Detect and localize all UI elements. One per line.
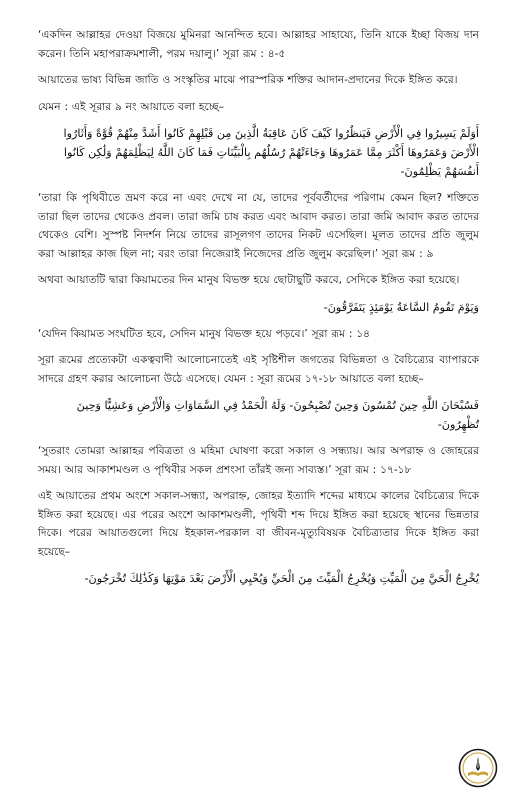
paragraph-translation-17-18: ‘সুতরাং তোমরা আল্লাহর পবিত্রতা ও মহিমা ঘোষণা করো সকাল ও সন্ধ্যায়। আর অপরাহ্ন ও জোহরের সময়। আর আকাশমণ্ডল ও পৃথিবীর সকল প্রশংসা তাঁরই জন্য সাব্যস্ত।’ সূরা রূম : ১৭-১৮ [38, 445, 479, 476]
paragraph-translation-14: ‘যেদিন কিয়ামত সংঘটিত হবে, সেদিন মানুষ বিভক্ত হয়ে পড়বে।’ সূরা রূম : ১৪ [38, 327, 371, 340]
paragraph-intro-verse-9: যেমন : এই সূরার ৯ নং আয়াতে বলা হচ্ছে– [38, 100, 225, 113]
arabic-verse-19: يُخْرِجُ الْحَيَّ مِنَ الْمَيِّتِ وَيُخْرِجُ الْمَيِّتَ مِنَ الْحَيِّ وَيُحْيِي الْأَرْضَ بَعْدَ مَوْتِهَا وَكَذَٰلِكَ تُخْرَجُونَ- [84, 572, 479, 585]
paragraph-translation-9: ‘তারা কি পৃথিবীতে ভ্রমণ করে না এবং দেখে না যে, তাদের পূর্ববর্তীদের পরিণাম কেমন ছিল? শক্তিতে তারা ছিল তাদের থেকেও প্রবল। তারা জমি চাষ করত এবং আবাদ করত। তারা জমি আবাদ করত তাদের থেকেও বেশি। সুস্পষ্ট নিদর্শন নিয়ে তাদের রাসূলগণ তাদের নিকট এসেছিল। মূলত তাদের প্রতি জুলুম করা আল্লাহর কাজ ছিল না; বরং তারা নিজেরাই নিজেদের প্রতি জুলুম করেছিল।’ সূরা রূম : ৯ [38, 192, 479, 260]
paragraph-qiyamah-note: অথবা আয়াতটি দ্বারা কিয়ামতের দিন মানুষ বিভক্ত হয়ে ছোটাছুটি করবে, সেদিকে ইঙ্গিত করা হয়েছে। [38, 274, 460, 286]
arabic-verse-9: أَوَلَمْ يَسِيرُوا فِي الْأَرْضِ فَيَنظُرُوا كَيْفَ كَانَ عَاقِبَةُ الَّذِينَ مِن قَبْلِهِمْ كَانُوا أَشَدَّ مِنْهُمْ قُوَّةً وَأَثَارُوا الْأَرْضَ وَعَمَرُوهَا أَكْثَرَ مِمَّا عَمَرُوهَا وَجَاءَتْهُمْ رُسُلُهُم بِالْبَيِّنَاتِ فَمَا كَانَ اللَّهُ لِيَظْلِمَهُمْ وَلَٰكِن كَانُوا أَنفُسَهُمْ يَظْلِمُونَ- [63, 127, 479, 178]
arabic-verse-17-18: فَسُبْحَانَ اللَّهِ حِينَ تُمْسُونَ وَحِينَ تُصْبِحُونَ- وَلَهُ الْحَمْدُ فِي السَّمَاوَاتِ وَالْأَرْضِ وَعَشِيًّا وَحِينَ تُظْهِرُونَ- [76, 399, 479, 431]
arabic-verse-14: وَيَوْمَ تَقُومُ السَّاعَةُ يَوْمَئِذٍ يَتَفَرَّقُونَ- [323, 300, 479, 314]
book-pen-emblem-icon [458, 748, 498, 788]
paragraph-translation-4-5: ‘একদিন আল্লাহর দেওয়া বিজয়ে মুমিনরা আনন্দিত হবে। আল্লাহর সাহায্যে, তিনি যাকে ইচ্ছা বিজয় দান করেন। তিনি মহাপরাক্রমশালী, পরম দয়ালু।’ সূরা রূম : ৪-৫ [38, 29, 479, 60]
paragraph-diversity-discussion: সূরা রূমের প্রত্যেকটা একত্ববাদী আলোচনাতেই এই সৃষ্টিশীল জগতের বিভিন্নতা ও বৈচিত্র্যের ব্যাপারকে সাদরে গ্রহণ করার আলোচনা উঠে এসেছে। যেমন : সূরা রূমের ১৭-১৮ আয়াতে বলা হচ্ছে– [38, 354, 479, 385]
paragraph-commentary: আয়াতের ভাষ্য বিভিন্ন জাতি ও সংস্কৃতির মাঝে পারস্পরিক শক্তির আদান-প্রদানের দিকে ইঙ্গিত করে। [38, 74, 458, 86]
paragraph-explanation: এই আয়াতের প্রথম অংশে সকাল-সন্ধ্যা, অপরাহ্ন, জোহর ইত্যাদি শব্দের মাধ্যমে কালের বৈচিত্র্যের দিকে ইঙ্গিত করা হয়েছে। এর পরের অংশে আকাশমণ্ডলী, পৃথিবী শব্দ দিয়ে ইঙ্গিত করা হয়েছে স্থানের ভিন্নতার দিকে। পরের আয়াতগুলো দিয়ে ইহকাল-পরকাল বা জীবন-মৃত্যুবিষয়ক বৈচিত্র্যতার দিকে ইঙ্গিত করা হয়েছে– [38, 490, 479, 558]
